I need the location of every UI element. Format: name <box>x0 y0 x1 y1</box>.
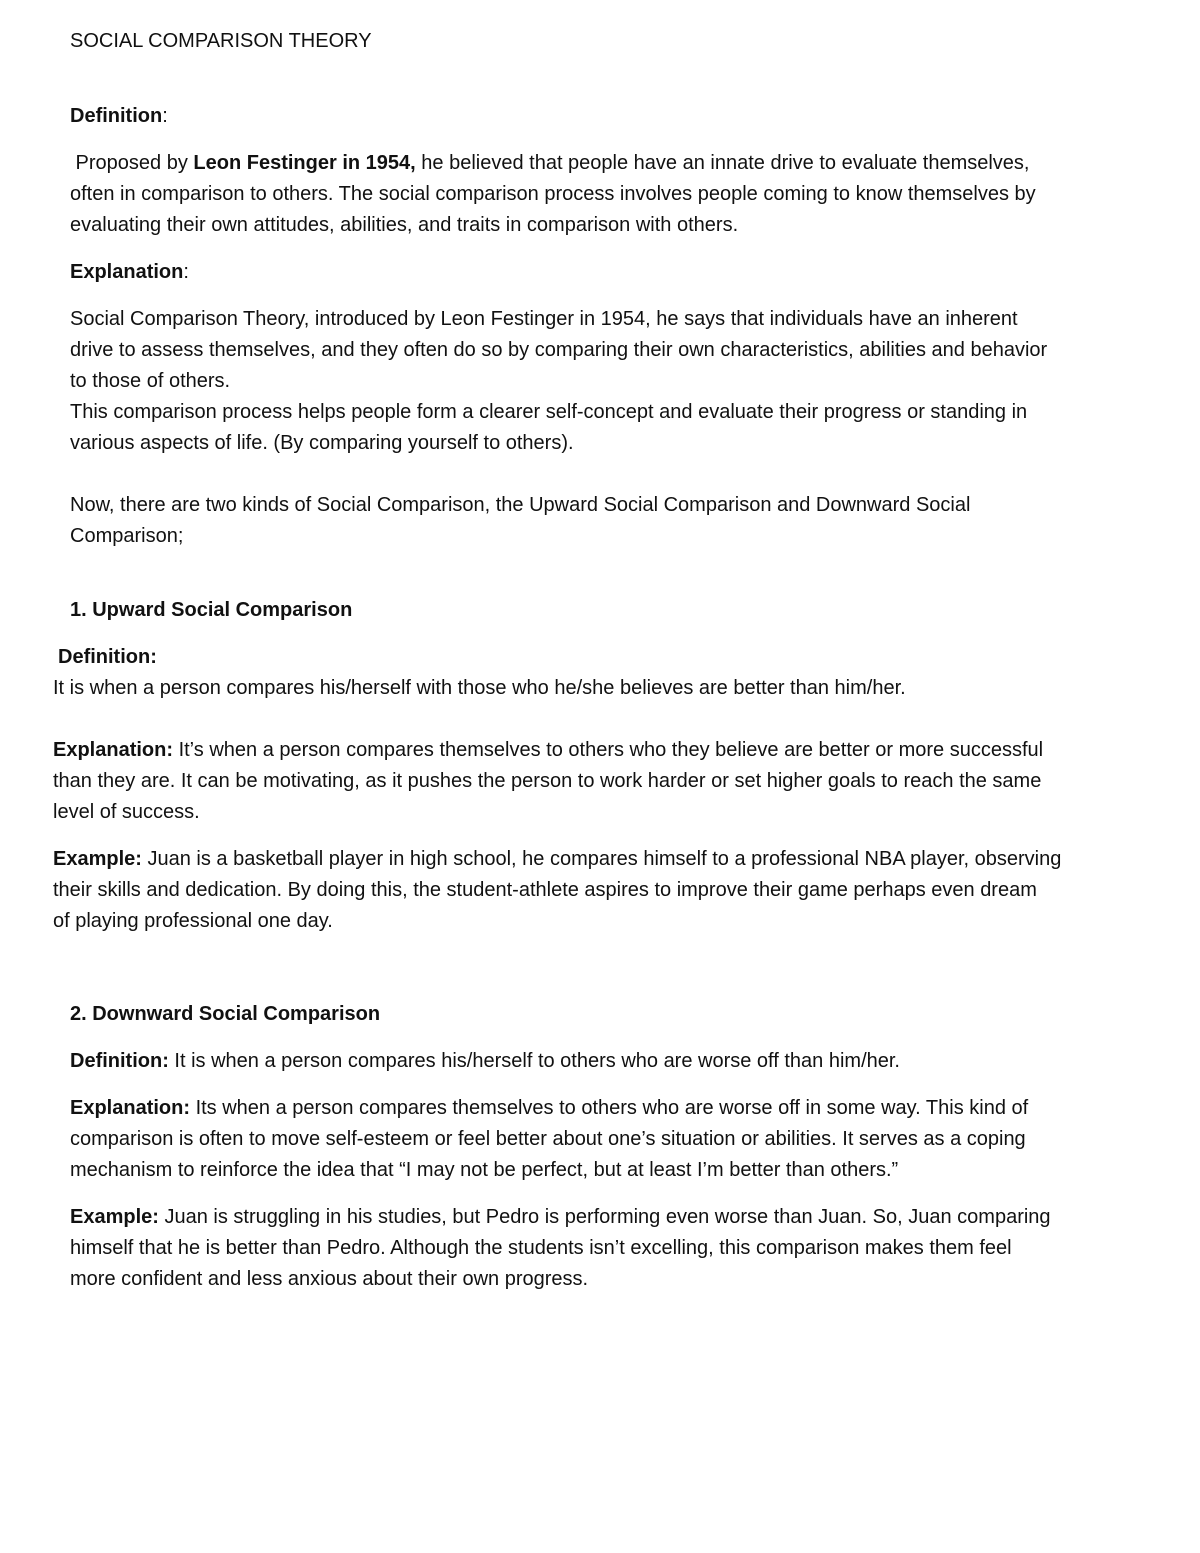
downward-explanation-line-1 <box>70 1093 1028 1124</box>
two-kinds-line-1: Now, there are two kinds of Social Comparison, the Upward Social Comparison and Downward Social <box>70 494 971 516</box>
upward-example-text-1: Juan is a basketball player in high school, he compares himself to a professional NBA player, observing <box>141 848 1062 870</box>
definition-heading: Definition <box>70 105 163 127</box>
upward-explanation-line-3: level of success. <box>53 801 200 823</box>
explanation-line-3: to those of others. <box>70 370 231 392</box>
explanation-heading-line <box>70 257 189 288</box>
downward-example-line-2: himself that he is better than Pedro. Although the students isn’t excelling, this comparison makes them feel <box>70 1237 1012 1259</box>
document-title: SOCIAL COMPARISON THEORY <box>70 30 372 52</box>
upward-example-label: Example: <box>53 848 142 870</box>
downward-explanation-line-2: comparison is often to move self-esteem or feel better about one’s situation or abilities. It serves as a coping <box>70 1128 1026 1150</box>
downward-example-text-1: Juan is struggling in his studies, but Pedro is performing even worse than Juan. So, Juan comparing <box>158 1206 1051 1228</box>
downward-example-label: Example: <box>70 1206 159 1228</box>
upward-example-line-3: of playing professional one day. <box>53 910 333 932</box>
upward-explanation-text-1: It’s when a person compares themselves to others who they believe are better or more successful <box>173 739 1044 761</box>
upward-explanation-label: Explanation: <box>53 739 174 761</box>
explanation-heading: Explanation <box>70 261 184 283</box>
upward-definition-text: It is when a person compares his/herself with those who he/she believes are better than him/her. <box>53 677 906 699</box>
upward-example-line-1 <box>53 844 1061 875</box>
downward-definition-line <box>70 1046 900 1077</box>
definition-heading-colon: : <box>162 105 168 127</box>
downward-explanation-text-1: Its when a person compares themselves to others who are worse off in some way. This kind of <box>190 1097 1029 1119</box>
definition-line-2: often in comparison to others. The social comparison process involves people coming to know themselves by <box>70 183 1036 205</box>
downward-definition-text: It is when a person compares his/herself to others who are worse off than him/her. <box>168 1050 900 1072</box>
definition-line-1-bold: Leon Festinger in 1954, <box>193 152 416 174</box>
definition-line-1-pre: Proposed by <box>70 152 194 174</box>
upward-example-line-2: their skills and dedication. By doing this, the student-athlete aspires to improve their game perhaps even dream <box>53 879 1037 901</box>
downward-explanation-label: Explanation: <box>70 1097 191 1119</box>
upward-explanation-line-2: than they are. It can be motivating, as it pushes the person to work harder or set higher goals to reach the same <box>53 770 1042 792</box>
explanation-line-1: Social Comparison Theory, introduced by Leon Festinger in 1954, he says that individuals have an inherent <box>70 308 1018 330</box>
explanation-line-2: drive to assess themselves, and they often do so by comparing their own characteristics, abilities and behavior <box>70 339 1048 361</box>
definition-heading-line <box>70 101 168 132</box>
upward-heading: 1. Upward Social Comparison <box>70 599 353 621</box>
upward-definition-label: Definition: <box>58 646 157 668</box>
upward-explanation-line-1 <box>53 735 1043 766</box>
definition-line-1-post: he believed that people have an innate drive to evaluate themselves, <box>415 152 1030 174</box>
two-kinds-line-2: Comparison; <box>70 525 184 547</box>
downward-explanation-line-3: mechanism to reinforce the idea that “I may not be perfect, but at least I’m better than others.” <box>70 1159 899 1181</box>
explanation-line-5: various aspects of life. (By comparing yourself to others). <box>70 432 574 454</box>
downward-example-line-3: more confident and less anxious about their own progress. <box>70 1268 589 1290</box>
explanation-line-4: This comparison process helps people form a clearer self-concept and evaluate their progress or standing in <box>70 401 1028 423</box>
downward-example-line-1 <box>70 1202 1051 1233</box>
definition-line-1 <box>70 148 1029 179</box>
explanation-heading-colon: : <box>183 261 189 283</box>
downward-definition-label: Definition: <box>70 1050 169 1072</box>
definition-line-3: evaluating their own attitudes, abilities, and traits in comparison with others. <box>70 214 739 236</box>
downward-heading: 2. Downward Social Comparison <box>70 1003 381 1025</box>
